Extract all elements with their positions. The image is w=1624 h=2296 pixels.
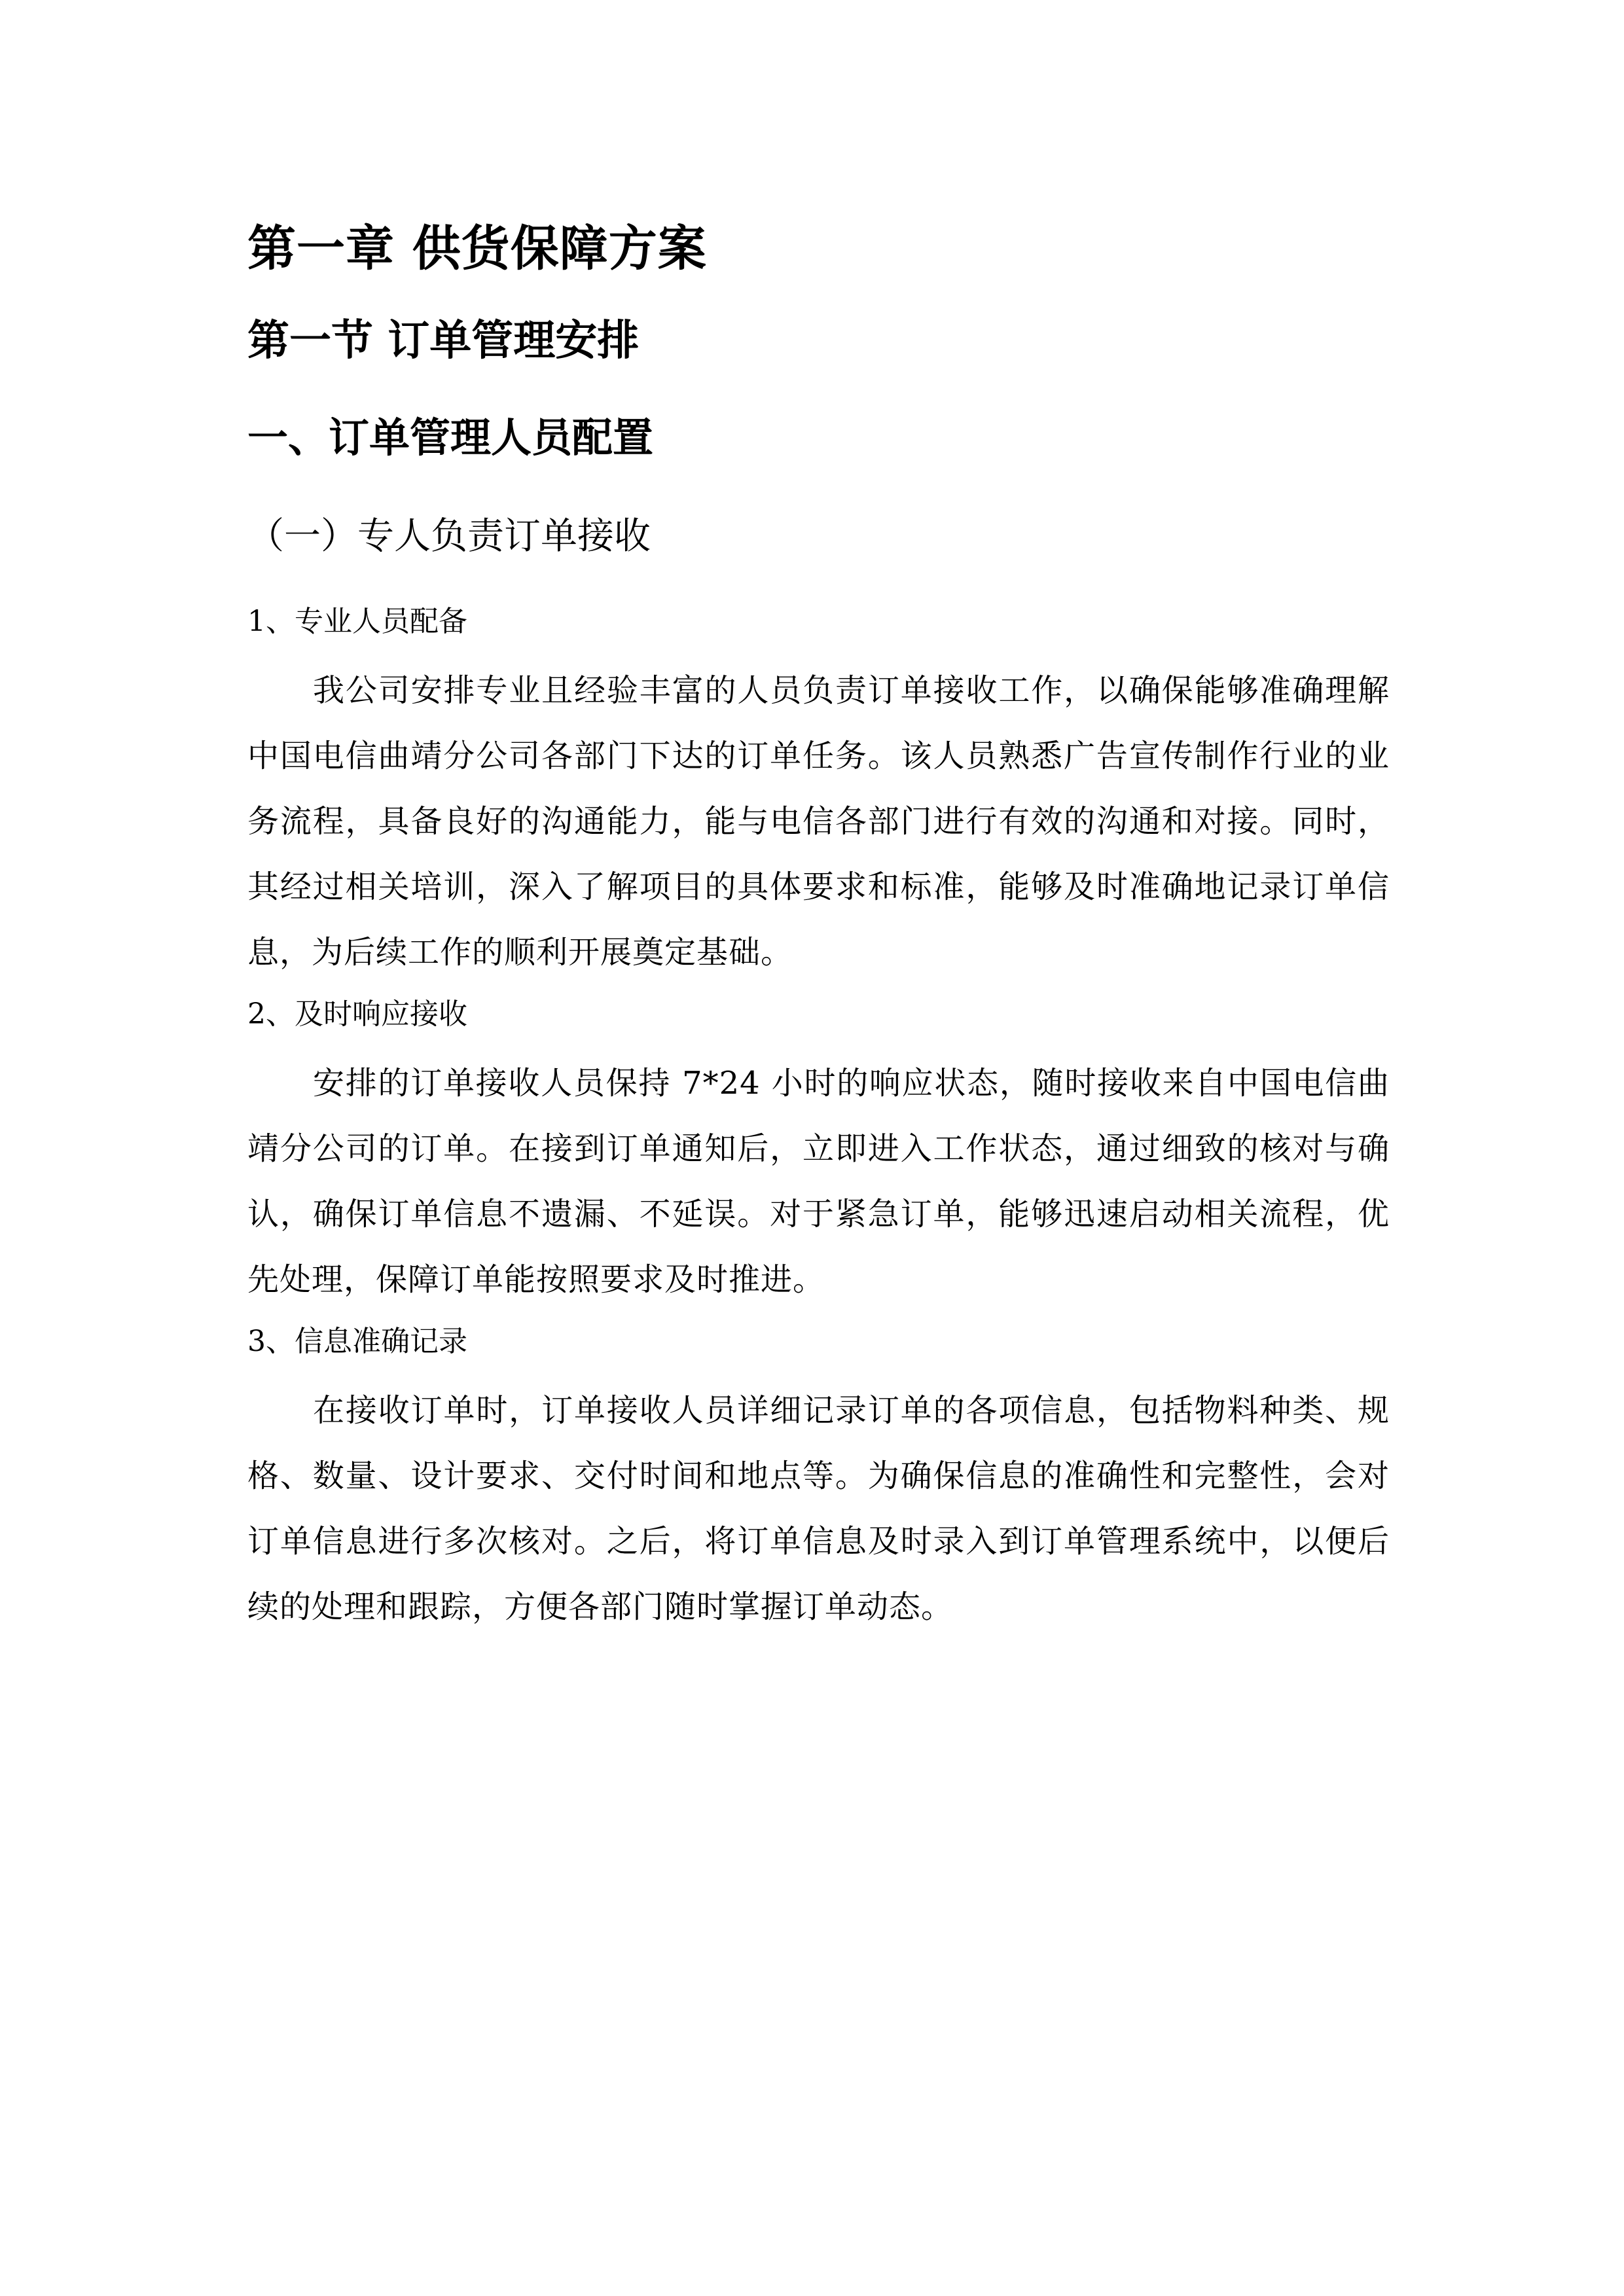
item-paragraph-1: 我公司安排专业且经验丰富的人员负责订单接收工作，以确保能够准确理解中国电信曲靖分公司各部门下达的订单任务。该人员熟悉广告宣传制作行业的业务流程，具备良好的沟通能力，能与电信各部门进行有效的沟通和对接。同时，其经过相关培训，深入了解项目的具体要求和标准，能够及时准确地记录订单信息，为后续工作的顺利开展奠定基础。 (247, 672, 1390, 971)
item-title-1: 1、专业人员配备 (247, 605, 467, 638)
item-title-2: 2、及时响应接收 (247, 997, 467, 1031)
chapter-title: 第一章 供货保障方案 (247, 221, 707, 277)
section-title: 第一节 订单管理安排 (247, 317, 640, 365)
paren-title: （一）专人负责订单接收 (247, 515, 651, 558)
item-paragraph-3: 在接收订单时，订单接收人员详细记录订单的各项信息，包括物料种类、规格、数量、设计要求、交付时间和地点等。为确保信息的准确性和完整性，会对订单信息进行多次核对。之后，将订单信息及时录入到订单管理系统中，以便后续的处理和跟踪，方便各部门随时掌握订单动态。 (247, 1392, 1390, 1625)
item-title-3: 3、信息准确记录 (247, 1325, 467, 1358)
item-paragraph-2: 安排的订单接收人员保持 7*24 小时的响应状态，随时接收来自中国电信曲靖分公司的订单。在接到订单通知后，立即进入工作状态，通过细致的核对与确认，确保订单信息不遗漏、不延误。对于紧急订单，能够迅速启动相关流程，优先处理，保障订单能按照要求及时推进。 (247, 1065, 1390, 1298)
subsection-title: 一、订单管理人员配置 (247, 414, 654, 461)
